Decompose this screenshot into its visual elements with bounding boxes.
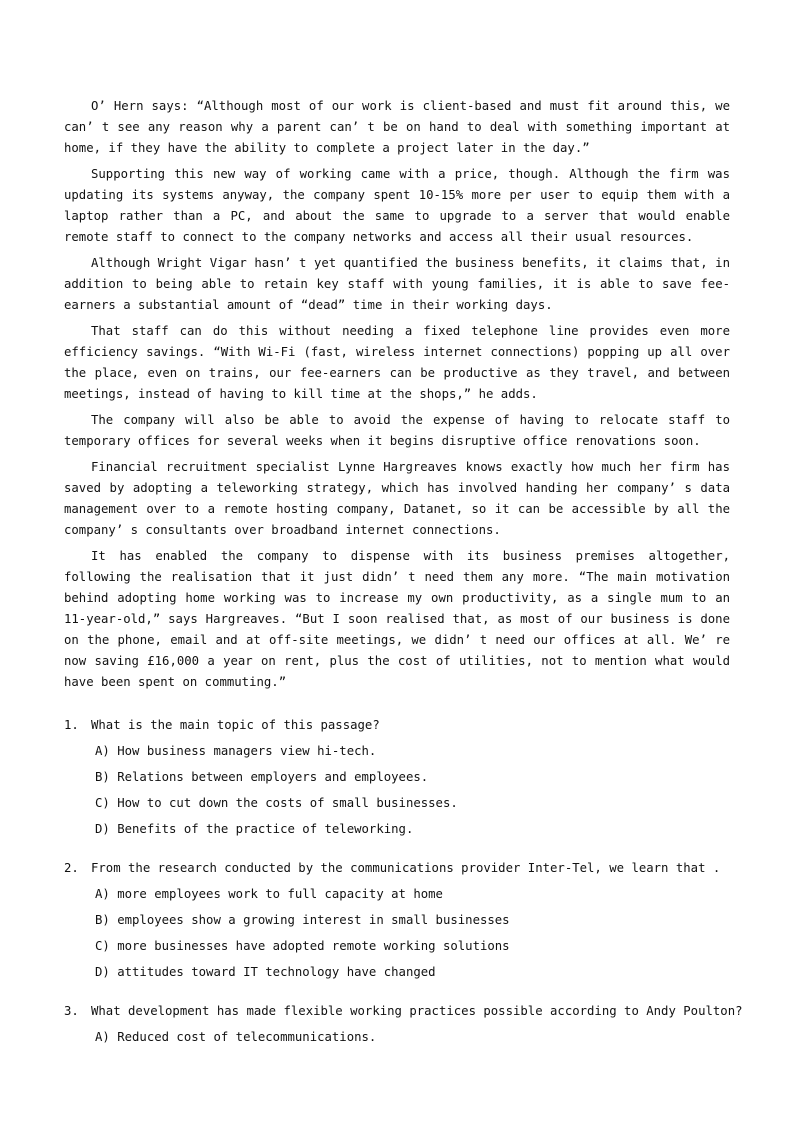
document-page xyxy=(64,96,743,1065)
question-text: From the research conducted by the communications provider Inter-Tel, we learn that . xyxy=(91,861,721,875)
passage-paragraph: The company will also be able to avoid the expense of having to relocate staff to temporary offices for several weeks when it begins disruptive office renovations soon. xyxy=(64,413,730,448)
question-2 xyxy=(64,857,730,983)
question-list xyxy=(64,714,743,1048)
question-stem xyxy=(64,714,730,736)
reading-passage xyxy=(64,96,730,693)
question-stem xyxy=(64,1000,743,1022)
answer-option: B) Relations between employers and employees. xyxy=(95,770,429,784)
question-stem xyxy=(64,857,730,879)
question-1 xyxy=(64,714,730,840)
question-3 xyxy=(64,1000,743,1048)
answer-option: B) employees show a growing interest in small businesses xyxy=(95,913,510,927)
passage-paragraph: Supporting this new way of working came with a price, though. Although the firm was updating its systems anyway, the company spent 10-15% more per user to equip them with a laptop rather than a PC, and about the same to upgrade to a server that would enable remote staff to connect to the company networks and access all their usual resources. xyxy=(64,167,730,244)
answer-option: A) Reduced cost of telecommunications. xyxy=(95,1030,377,1044)
passage-paragraph: O’ Hern says: “Although most of our work is client-based and must fit around this, we can’ t see any reason why a parent can’ t be on hand to deal with something important at home, if they have the ability to complete a project later in the day.” xyxy=(64,99,730,155)
passage-paragraph: It has enabled the company to dispense with its business premises altogether, following the realisation that it just didn’ t need them any more. “The main motivation behind adopting home working was to increase my own productivity, as a single mum to an 11-year-old,” says Hargreaves. “But I soon realised that, as most of our business is done on the phone, email and at off-site meetings, we didn’ t need our offices at all. We’ re now saving £16,000 a year on rent, plus the cost of utilities, not to mention what would have been spent on commuting.” xyxy=(64,549,730,689)
question-number: 1. xyxy=(64,718,79,732)
passage-paragraph: Financial recruitment specialist Lynne Hargreaves knows exactly how much her firm has saved by adopting a teleworking strategy, which has involved handing her company’ s data management over to a remote hosting company, Datanet, so it can be accessible by all the company’ s consultants over broadband internet connections. xyxy=(64,460,730,537)
answer-option: C) How to cut down the costs of small businesses. xyxy=(95,796,458,810)
question-number: 3. xyxy=(64,1004,79,1018)
question-number: 2. xyxy=(64,861,79,875)
answer-option: C) more businesses have adopted remote working solutions xyxy=(95,939,510,953)
passage-paragraph: That staff can do this without needing a fixed telephone line provides even more efficiency savings. “With Wi-Fi (fast, wireless internet connections) popping up all over the place, even on trains, our fee-earners can be productive as they travel, and between meetings, instead of having to kill time at the shops,” he adds. xyxy=(64,324,730,401)
answer-option: D) attitudes toward IT technology have changed xyxy=(95,965,436,979)
question-text: What development has made flexible working practices possible according to Andy Poulton? xyxy=(91,1004,743,1018)
answer-option: A) more employees work to full capacity at home xyxy=(95,887,443,901)
answer-option: A) How business managers view hi-tech. xyxy=(95,744,377,758)
passage-paragraph: Although Wright Vigar hasn’ t yet quantified the business benefits, it claims that, in addition to being able to retain key staff with young families, it is able to save fee-earners a substantial amount of “dead” time in their working days. xyxy=(64,256,730,312)
answer-option: D) Benefits of the practice of teleworking. xyxy=(95,822,414,836)
question-text: What is the main topic of this passage? xyxy=(91,718,380,732)
